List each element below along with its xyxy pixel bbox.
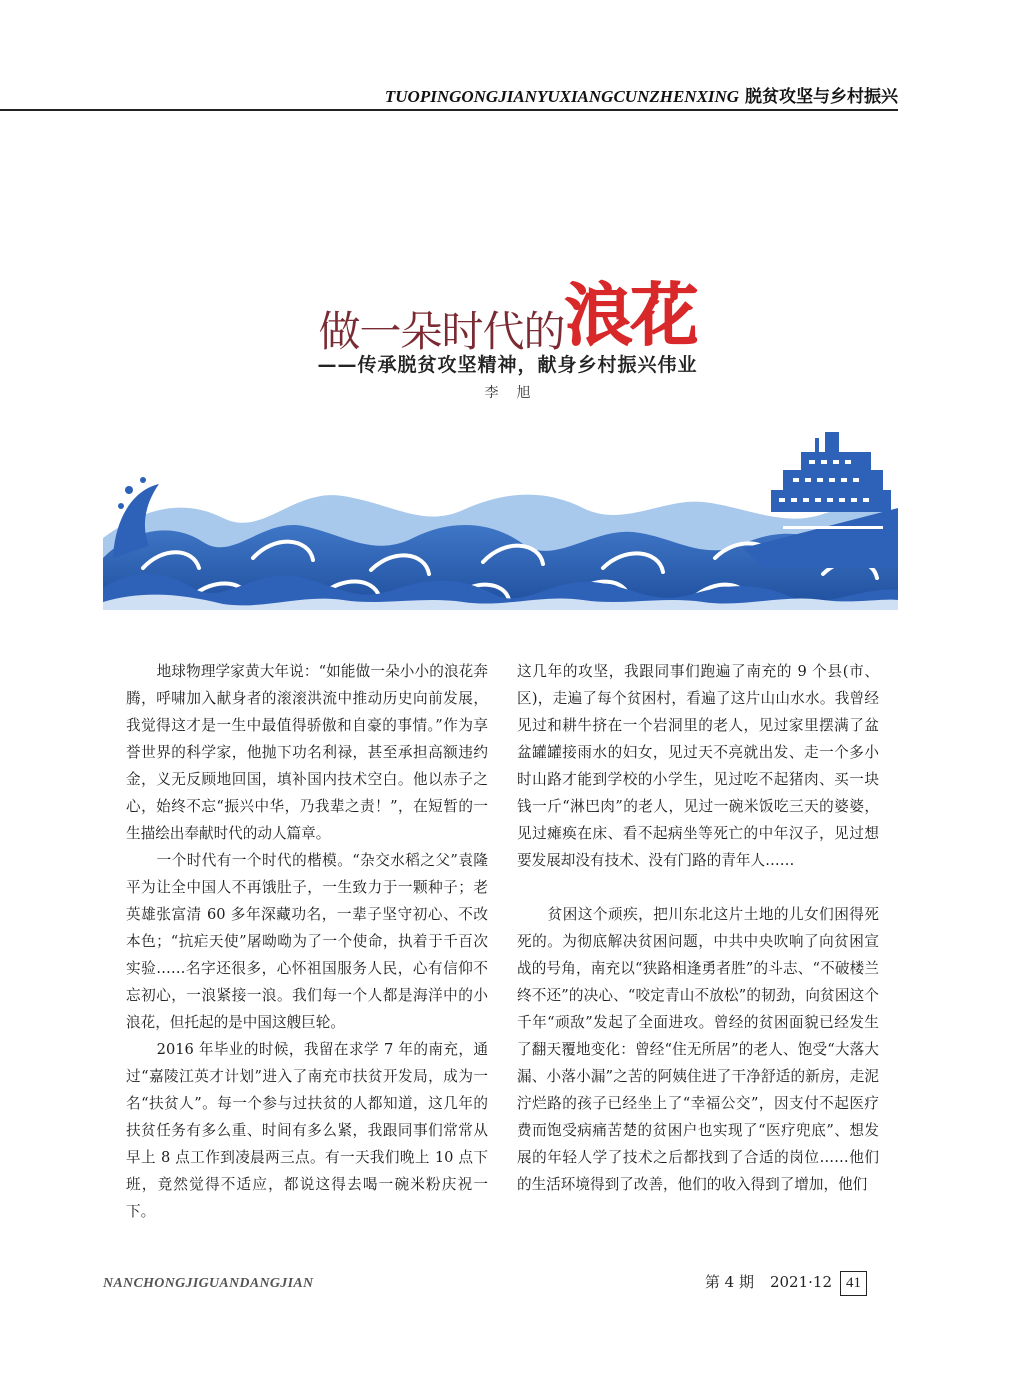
- body-paragraph: 一个时代有一个时代的楷模。“杂交水稻之父”袁隆平为让全中国人不再饿肚子，一生致力于一颗种子；老英雄张富清 60 多年深藏功名，一辈子坚守初心、不改本色；“抗疟天使”屠呦呦为了一个使命，执着于千百次实验……名字还很多，心怀祖国服务人民，心有信仰不忘初心，一浪紧接一浪。我们每一个人都是海洋中的小浪花，但托起的是中国这艘巨轮。: [126, 852, 488, 1031]
- article-author: 李旭: [484, 385, 549, 401]
- header-rule: [0, 109, 898, 111]
- body-paragraph: 2016 年毕业的时候，我留在求学 7 年的南充，通过“嘉陵江英才计划”进入了南充市扶贫开发局，成为一名“扶贫人”。每一个参与过扶贫的人都知道，这几年的扶贫任务有多么重、时间有多么紧，我跟同事们常常从早上 8 点工作到凌晨两三点。有一天我们晚上 10 点下班，竟然觉得不适应，都说这得去喝一碗米粉庆祝一下。: [126, 1041, 488, 1220]
- article-subtitle: ——传承脱贫攻坚精神，献身乡村振兴伟业: [317, 354, 698, 376]
- page-number: 41: [840, 1271, 867, 1296]
- body-paragraph: 贫困这个顽疾，把川东北这片土地的儿女们困得死死的。为彻底解决贫困问题，中共中央吹响了向贫困宣战的号角，南充以“狭路相逢勇者胜”的斗志、“不破楼兰终不还”的决心、“咬定青山不放松”的韧劲，向贫困这个千年“顽敌”发起了全面进攻。曾经的贫困面貌已经发生了翻天覆地变化：曾经“住无所居”的老人、饱受“大落大漏、小落小漏”之苦的阿姨住进了干净舒适的新房，走泥泞烂路的孩子已经坐上了“幸福公交”，因支付不起医疗费而饱受病痛苦楚的贫困户也实现了“医疗兜底”、想发展的年轻人学了技术之后都找到了合适的岗位……他们的生活环境得到了改善，他们的收入得到了增加，他们: [517, 906, 879, 1193]
- title-main: 做一朵时代的: [318, 307, 565, 356]
- footer-pinyin: NANCHONGJIGUANDANGJIAN: [103, 1276, 314, 1291]
- issue-date: 2021·12: [769, 1273, 832, 1291]
- header-pinyin: TUOPINGONGJIANYUXIANGCUNZHENXING: [384, 87, 740, 106]
- title-accent: 浪花: [564, 277, 697, 356]
- body-column-right: [517, 658, 879, 1198]
- wave-ship-svg: [103, 418, 898, 610]
- article-title: [0, 262, 1015, 359]
- issue-number: 第 4 期: [704, 1273, 754, 1291]
- body-paragraph: 地球物理学家黄大年说：“如能做一朵小小的浪花奔腾，呼啸加入献身者的滚滚洪流中推动历史向前发展，我觉得这才是一生中最值得骄傲和自豪的事情。”作为享誉世界的科学家，他抛下功名利禄，甚至承担高额违约金，义无反顾地回国，填补国内技术空白。他以赤子之心，始终不忘“振兴中华，乃我辈之责！”，在短暂的一生描绘出奉献时代的动人篇章。: [126, 663, 488, 842]
- ocean-waves-illustration: [103, 418, 898, 610]
- body-paragraph-continued: 这几年的攻坚，我跟同事们跑遍了南充的 9 个县(市、区)，走遍了每个贫困村，看遍了这片山山水水。我曾经见过和耕牛挤在一个岩洞里的老人，见过家里摆满了盆盆罐罐接雨水的妇女，见过天不亮就出发、走一个多小时山路才能到学校的小学生，见过吃不起猪肉、买一块钱一斤“淋巴肉”的老人，见过一碗米饭吃三天的婆婆，见过瘫痪在床、看不起病坐等死亡的中年汉子，见过想要发展却没有技术、没有门路的青年人……: [517, 663, 879, 869]
- footer-issue-info: [705, 1271, 867, 1296]
- body-column-left: [126, 658, 488, 1225]
- header-section: 脱贫攻坚与乡村振兴: [745, 87, 898, 107]
- running-header: [0, 82, 898, 107]
